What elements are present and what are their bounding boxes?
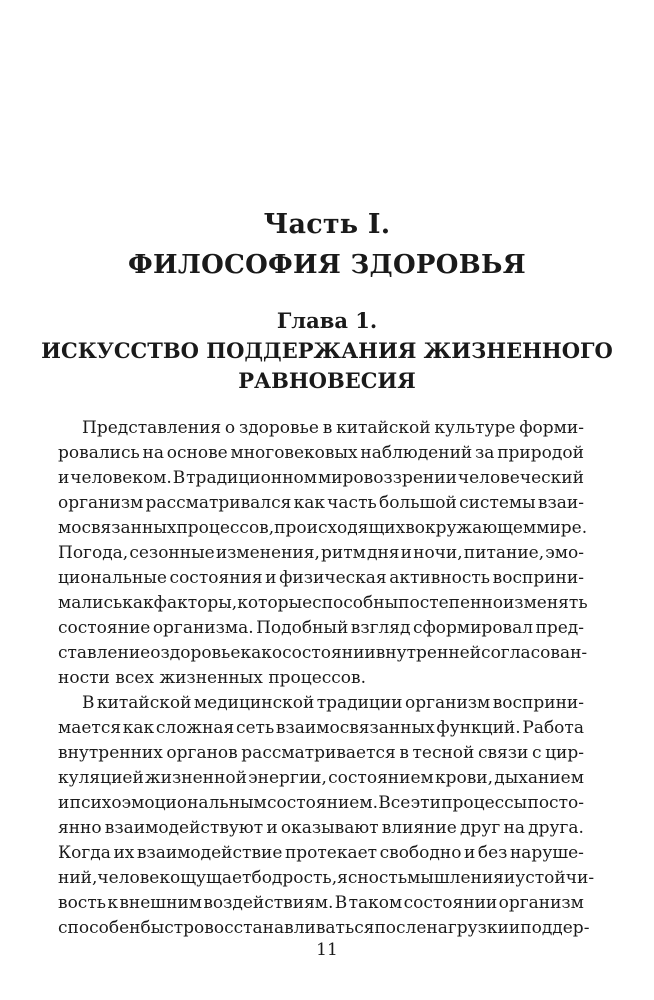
text-line: вость к внешним воздействиям. В таком состоянии организм (58, 893, 584, 913)
chapter-title-line-1: ИСКУССТВО ПОДДЕРЖАНИЯ ЖИЗНЕННОГО (41, 338, 613, 363)
part-heading (0, 205, 654, 285)
text-line: циональные состояния и физическая активность восприни- (58, 568, 584, 588)
text-line: ний, человек ощущает бодрость, ясность мышления и устойчи- (58, 868, 595, 888)
text-line: Погода, сезонные изменения, ритм дня и ночи, питание, эмо- (58, 543, 584, 563)
body-text (58, 416, 595, 941)
text-line: ности всех жизненных процессов. (58, 668, 367, 688)
text-line: внутренних органов рассматривается в тесной связи с цир- (58, 743, 584, 763)
text-line: и человеком. В традиционном мировоззрении человеческий (58, 468, 584, 488)
page-number: 11 (316, 940, 338, 960)
text-line: В китайской медицинской традиции организм восприни- (82, 693, 584, 713)
part-number: Часть I. (263, 209, 391, 240)
text-line: ставление о здоровье как о состоянии внутренней согласован- (58, 643, 588, 663)
part-title: ФИЛОСОФИЯ ЗДОРОВЬЯ (128, 250, 526, 280)
text-line: мосвязанных процессов, происходящих в окружающем мире. (58, 518, 588, 538)
text-line: и психоэмоциональным состоянием. Все эти процессы посто- (58, 793, 584, 813)
text-line: янно взаимодействуют и оказывают влияние друг на друга. (58, 818, 584, 838)
text-line: мается как сложная сеть взаимосвязанных функций. Работа (58, 718, 584, 738)
text-line: ровались на основе многовековых наблюдений за природой (58, 443, 584, 463)
text-line: Когда их взаимодействие протекает свободно и без наруше- (58, 843, 584, 863)
chapter-number: Глава 1. (276, 308, 378, 333)
text-line: состояние организма. Подобный взгляд сформировал пред- (58, 618, 584, 638)
chapter-heading (0, 306, 654, 396)
text-line: куляцией жизненной энергии, состоянием крови, дыханием (58, 768, 584, 788)
chapter-title-line-2: РАВНОВЕСИЯ (238, 368, 416, 393)
text-line: Представления о здоровье в китайской культуре форми- (82, 418, 584, 438)
text-line: организм рассматривался как часть большой системы взаи- (58, 493, 584, 513)
text-line: способен быстро восстанавливаться после нагрузки и поддер- (58, 918, 590, 938)
text-line: мались как факторы, которые способны постепенно изменять (58, 593, 588, 613)
